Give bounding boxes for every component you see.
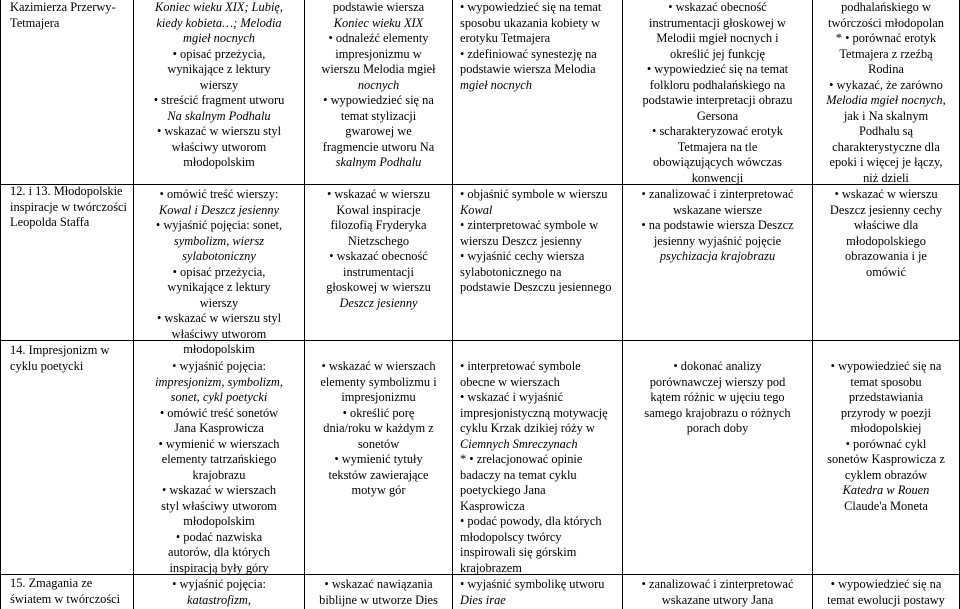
req-line: impresjonistyczną motywację (460, 405, 608, 420)
table-border-left (0, 0, 1, 609)
req-line: nocnych (357, 77, 400, 92)
req-line: • dokonać analizy (673, 359, 762, 373)
req-line: Deszcz jesienny cechy (829, 202, 943, 217)
req-line: Melodia mgieł nocnych, (826, 93, 946, 107)
req-line: • zdefiniować synestezję na (460, 46, 597, 61)
req-line: Kowal inspiracje (336, 202, 421, 217)
req-line: Koniec wieku XIX (333, 15, 424, 30)
topic-text: 14. Impresjonizm w (10, 343, 110, 357)
req-line: • wskazać obecność (329, 249, 428, 263)
req-line: • wypowiedzieć się na (830, 359, 942, 373)
requirements-cell (623, 0, 812, 186)
requirements-cell (134, 187, 304, 358)
req-line: • wskazać w wierszach (161, 483, 277, 497)
req-line: dnia/roku w każdym z (323, 421, 434, 435)
req-line: temat ewolucji postawy (827, 592, 945, 607)
requirements-cell (305, 577, 452, 608)
req-line: przedstawiania (848, 390, 924, 404)
topic-cell (10, 184, 130, 231)
req-line: podstawie wiersza Melodia (460, 62, 596, 76)
req-line: impresjonizm, symbolizm, (155, 374, 283, 389)
req-line: Tetmajera na tle (677, 139, 758, 154)
req-line: Kowal i Deszcz jesienny (158, 202, 280, 217)
req-line: Kasprowicza (460, 498, 525, 513)
req-line: mgieł nocnych (183, 31, 255, 45)
req-line: wierszy (199, 77, 239, 92)
req-line: wierszy (199, 295, 239, 310)
req-line: * • porównać erotyk (835, 31, 937, 45)
req-line: jesienny wyjaśnić pojęcie (653, 233, 782, 248)
req-line: wskazane utwory Jana (661, 592, 774, 607)
req-line: • wykazać, że zarówno (829, 77, 943, 92)
topic-text: inspiracje w twórczości (10, 199, 127, 214)
req-line: • scharakteryzować erotyk (652, 124, 783, 138)
req-line: tekstów zawierające (328, 467, 429, 482)
column-divider (452, 0, 453, 609)
req-line: • wyjaśnić pojęcia: (172, 359, 266, 373)
req-line: • zinterpretować symbole w (460, 218, 599, 232)
req-line: określić jej funkcję (670, 46, 765, 61)
req-line: konwencji (691, 170, 744, 185)
req-line: • wskazać w wierszu (326, 187, 431, 201)
req-line: • wypowiedzieć się na (323, 93, 434, 107)
req-line: Jana Kasprowicza (174, 421, 264, 435)
topic-text: Kazimierza Przerwy- (10, 0, 116, 14)
topic-text: cyklu poetycki (10, 358, 84, 373)
req-line: Na skalnym Podhalu (167, 108, 271, 123)
req-line: • wyjaśnić symbolikę utworu (460, 577, 605, 591)
req-line: porach doby (686, 421, 749, 435)
requirements-cell (623, 187, 812, 265)
req-line: poetyckiego Jana (460, 483, 546, 497)
req-line: • omówić treść sonetów (159, 405, 279, 420)
req-line: młodopolskim (183, 514, 255, 528)
req-line: motyw gór (351, 483, 406, 497)
req-line: młodopolscy twórcy (460, 529, 562, 544)
requirements-cell (813, 359, 959, 514)
req-line: instrumentacji (343, 264, 414, 279)
req-line: charakterystyczne dla (832, 139, 940, 154)
req-line: • wskazać w wierszach (321, 359, 436, 373)
requirements-cell (134, 0, 304, 171)
req-line: • wypowiedzieć się na temat (646, 62, 789, 76)
requirements-cell (813, 187, 959, 280)
req-line: • wskazać nawiązania (324, 577, 433, 591)
requirements-cell (134, 359, 304, 576)
topic-cell (10, 343, 130, 374)
requirements-cell (623, 577, 812, 608)
req-line: cyklu Krzak dzikiej róży w (460, 421, 595, 435)
req-line: młodopolskim (183, 155, 255, 169)
req-line: krajobrazu (192, 467, 246, 482)
req-line: Rodina (868, 62, 904, 76)
req-line: • wyjaśnić pojęcia: sonet, (155, 218, 283, 232)
req-line: obecne w wierszach (460, 374, 560, 389)
requirements-cell (460, 0, 620, 93)
req-line: cyklem obrazów (844, 467, 928, 482)
req-line: • wskazać w wierszu styl (156, 311, 282, 325)
req-line: wskazane wiersze (672, 202, 763, 217)
req-line: młodopolskiego (846, 233, 926, 248)
req-line: sonetów (357, 436, 400, 451)
req-line: wynikające z lektury (167, 62, 271, 76)
req-line: • podać powody, dla których (460, 514, 602, 528)
requirements-cell (460, 577, 620, 608)
req-line: instrumentacji głoskowej w (649, 15, 786, 30)
topic-text: Leopolda Staffa (10, 215, 90, 229)
topic-text: światem w twórczości (10, 591, 121, 606)
req-line: autorów, dla których (167, 545, 271, 559)
req-line: twórczości młodopolan (828, 15, 944, 30)
requirements-cell (460, 187, 620, 296)
req-line: właściwy utworom (171, 139, 267, 154)
req-line: wierszu Melodia mgieł (321, 62, 436, 76)
req-line: kątem różnic w ujęciu tego (650, 390, 785, 404)
req-line: • wypowiedzieć się na (830, 577, 942, 591)
req-line: • odnaleźć elementy (328, 31, 429, 45)
req-line: • objaśnić symbole w wierszu (460, 187, 608, 201)
req-line: * • zrelacjonować opinie (460, 452, 583, 466)
req-line: krajobrazem (460, 560, 522, 575)
req-line: inspiracją były góry (169, 560, 269, 575)
req-line: mgieł nocnych (460, 77, 532, 92)
req-line: sposobu ukazania kobiety w (460, 15, 601, 30)
req-line: Koniec wieku XIX; Lubię, (154, 0, 283, 14)
req-line: sylabotonicznego na (460, 264, 562, 279)
req-line: • zanalizować i zinterpretować (641, 577, 794, 591)
requirements-cell (813, 577, 959, 608)
req-line: • omówić treść wierszy: (159, 187, 279, 201)
req-line: erotyku Tetmajera (460, 31, 551, 45)
req-line: • interpretować symbole (460, 359, 581, 373)
req-line: • wypowiedzieć się na temat (460, 0, 602, 14)
requirements-cell (813, 0, 959, 186)
req-line: Nietzschego (347, 233, 410, 248)
req-line: temat stylizacji (340, 108, 417, 123)
req-line: • na podstawie wiersza Deszcz (641, 218, 794, 232)
req-line: • zanalizować i zinterpretować (641, 187, 794, 201)
req-line: wierszu Deszcz jesienny (460, 233, 582, 248)
req-line: Gersona (696, 108, 739, 123)
req-line: temat sposobu (850, 374, 922, 389)
req-line: sonet, cykl poetycki (170, 390, 268, 404)
req-line: psychizacja krajobrazu (659, 249, 776, 263)
req-line: obowiązujących wówczas (652, 155, 782, 169)
req-line: badaczy na temat cyklu (460, 467, 577, 482)
req-line: • wskazać obecność (668, 0, 767, 14)
req-line: • wymienić w wierszach (158, 436, 280, 451)
req-line: filozofią Fryderyka (330, 218, 427, 232)
req-line: • opisać przeżycia, (172, 46, 266, 61)
req-line: obrazowania i je (845, 249, 927, 263)
req-line: właściwe dla (853, 218, 919, 232)
req-line: Deszcz jesienny (339, 295, 418, 310)
req-line: epoki i więcej je łączy, (829, 155, 943, 169)
req-line: folkloru podhalańskiego na (649, 77, 786, 92)
req-line: skalnym Podhalu (335, 155, 422, 169)
req-line: samego krajobrazu o różnych (644, 405, 791, 420)
req-line: • wskazać i wyjaśnić (460, 390, 564, 404)
req-line: młodopolskiej (850, 421, 922, 435)
req-line: podstawie interpretacji obrazu (642, 93, 793, 107)
req-line: • podać nazwiska (175, 529, 263, 544)
req-line: elementy symbolizmu i (320, 374, 437, 389)
req-line: • wyjaśnić pojęcia: (172, 577, 266, 591)
topic-cell (10, 0, 130, 31)
req-line: właściwy utworom (171, 326, 267, 341)
req-line: symbolizm, wiersz (173, 233, 265, 248)
req-line: Katedra w Rouen (842, 483, 930, 497)
req-line: kiedy kobieta…; Melodia (156, 15, 282, 30)
req-line: młodopolskim (183, 342, 255, 356)
req-line: impresjonizmu w (335, 46, 422, 61)
topic-cell (10, 576, 130, 607)
req-line: sylabotoniczny (182, 249, 256, 263)
requirements-cell (305, 359, 452, 499)
req-line: Tetmajera z rzeźbą (839, 46, 933, 61)
req-line: • streścić fragment utworu (153, 93, 285, 107)
req-line: podstawie Deszczu jesiennego (460, 280, 612, 294)
req-line: gwarowej we (345, 124, 412, 138)
req-line: Dies irae (460, 592, 506, 607)
req-line: porównawczej wierszy pod (649, 374, 786, 389)
req-line: Kowal (460, 202, 493, 217)
req-line: Podhalu są (858, 124, 914, 138)
req-line: głoskowej w wierszu (326, 280, 431, 294)
requirements-cell (305, 0, 452, 171)
requirements-cell (460, 359, 620, 576)
req-line: omówić (866, 264, 906, 279)
req-line: • wskazać w wierszu (834, 187, 938, 201)
req-line: elementy tatrzańskiego (161, 452, 277, 466)
req-line: niż dzieli (863, 170, 909, 185)
topic-text: 15. Zmagania ze (10, 576, 93, 590)
requirements-cell (134, 577, 304, 608)
req-line: sonetów Kasprowicza z (827, 452, 945, 466)
topic-text: 12. i 13. Młodopolskie (10, 184, 123, 198)
req-line: • wymienić tytuły (334, 452, 423, 466)
req-line: • określić porę (342, 405, 415, 420)
req-line: katastrofizm, (187, 592, 251, 607)
req-line: podstawie wiersza (332, 0, 425, 14)
req-line: • wyjaśnić cechy wiersza (460, 249, 585, 263)
requirements-cell (305, 187, 452, 311)
topic-text: Tetmajera (10, 15, 60, 30)
req-line: • porównać cykl (845, 436, 927, 451)
req-line: styl właściwy utworom (161, 498, 277, 513)
req-line: przyrody w poezji (840, 405, 932, 420)
req-line: jak i Na skalnym (843, 108, 929, 123)
req-line: wynikające z lektury (167, 280, 271, 294)
req-line: • wskazać w wierszu styl (156, 124, 282, 138)
req-line: fragmencie utworu Na (322, 139, 435, 154)
req-line: podhalańskiego w (841, 0, 931, 14)
req-line: Ciemnych Smreczynach (460, 436, 578, 451)
req-line: impresjonizmu (341, 390, 416, 404)
req-line: Claude'a Moneta (844, 498, 928, 513)
req-line: Melodii mgieł nocnych i (656, 31, 779, 45)
req-line: inspirowali się górskim (460, 545, 577, 559)
req-line: • opisać przeżycia, (172, 264, 266, 279)
requirements-cell (623, 359, 812, 437)
req-line: biblijne w utworze Dies (319, 592, 438, 607)
